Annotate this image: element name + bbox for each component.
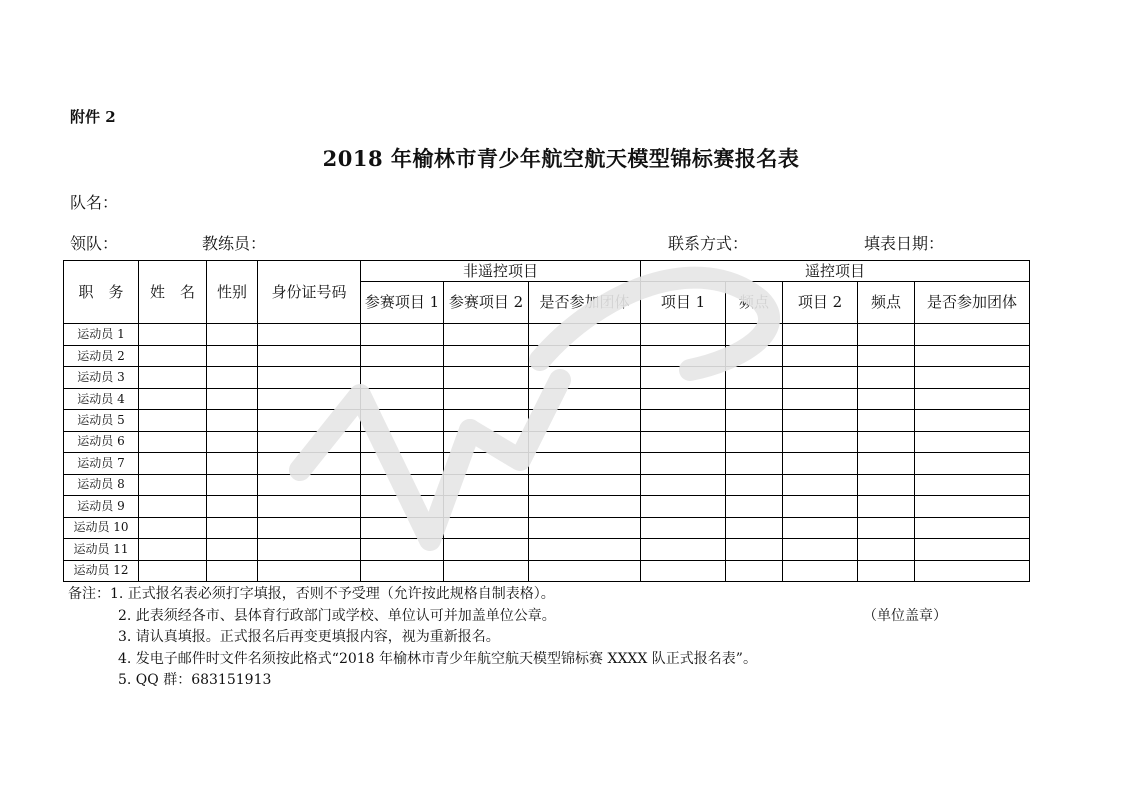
- table-cell[interactable]: [783, 431, 858, 452]
- table-cell[interactable]: [726, 517, 783, 538]
- page-title: 2018 年榆林市青少年航空航天模型锦标赛报名表: [322, 146, 800, 171]
- header-team-join-remote: 是否参加团体: [915, 282, 1030, 324]
- table-cell[interactable]: [207, 496, 258, 517]
- table-cell[interactable]: [915, 367, 1030, 388]
- table-cell[interactable]: [915, 453, 1030, 474]
- table-cell[interactable]: [444, 560, 529, 581]
- header-remote-item-2: 项目 2: [783, 282, 858, 324]
- table-cell[interactable]: [641, 560, 726, 581]
- table-cell[interactable]: [207, 474, 258, 495]
- table-cell[interactable]: [915, 388, 1030, 409]
- table-cell[interactable]: [529, 474, 641, 495]
- table-cell[interactable]: [529, 345, 641, 366]
- table-cell[interactable]: [139, 410, 207, 431]
- row-label: 运动员 9: [64, 496, 139, 517]
- registration-table: [63, 260, 1030, 582]
- row-label: 运动员 12: [64, 560, 139, 581]
- table-cell[interactable]: [361, 453, 444, 474]
- note-3: 3. 请认真填报。正式报名后再变更填报内容，视为重新报名。: [118, 629, 500, 645]
- table-cell[interactable]: [915, 496, 1030, 517]
- table-cell[interactable]: [529, 496, 641, 517]
- table-cell[interactable]: [858, 388, 915, 409]
- table-cell[interactable]: [361, 560, 444, 581]
- table-cell[interactable]: [361, 367, 444, 388]
- table-cell[interactable]: [726, 367, 783, 388]
- table-cell[interactable]: [641, 345, 726, 366]
- table-cell[interactable]: [361, 496, 444, 517]
- attachment-label: 附件 2: [70, 108, 116, 126]
- table-cell[interactable]: [529, 367, 641, 388]
- table-cell[interactable]: [858, 453, 915, 474]
- table-row: [64, 539, 1030, 560]
- table-cell[interactable]: [783, 453, 858, 474]
- table-cell[interactable]: [207, 388, 258, 409]
- table-cell[interactable]: [641, 388, 726, 409]
- table-cell[interactable]: [529, 431, 641, 452]
- table-cell[interactable]: [915, 410, 1030, 431]
- table-cell[interactable]: [444, 410, 529, 431]
- table-cell[interactable]: [726, 560, 783, 581]
- table-cell[interactable]: [258, 496, 361, 517]
- table-cell[interactable]: [361, 539, 444, 560]
- table-cell[interactable]: [858, 539, 915, 560]
- table-cell[interactable]: [858, 496, 915, 517]
- table-cell[interactable]: [915, 345, 1030, 366]
- table-cell[interactable]: [444, 367, 529, 388]
- table-cell[interactable]: [444, 539, 529, 560]
- table-cell[interactable]: [139, 539, 207, 560]
- table-row: [64, 345, 1030, 366]
- table-row: [64, 324, 1030, 345]
- table-cell[interactable]: [726, 539, 783, 560]
- leader-label: 领队：: [70, 234, 119, 253]
- row-label: 运动员 6: [64, 431, 139, 452]
- table-cell[interactable]: [726, 345, 783, 366]
- row-label: 运动员 8: [64, 474, 139, 495]
- table-cell[interactable]: [783, 410, 858, 431]
- table-cell[interactable]: [361, 474, 444, 495]
- row-label: 运动员 5: [64, 410, 139, 431]
- table-cell[interactable]: [529, 410, 641, 431]
- table-cell[interactable]: [258, 474, 361, 495]
- row-label: 运动员 10: [64, 517, 139, 538]
- table-row: [64, 453, 1030, 474]
- table-cell[interactable]: [915, 431, 1030, 452]
- note-1: 备注：1. 正式报名表必须打字填报，否则不予受理（允许按此规格自制表格）。: [68, 586, 555, 602]
- header-frequency-1: 频点: [726, 282, 783, 324]
- notes-section: [68, 584, 757, 692]
- row-label: 运动员 1: [64, 324, 139, 345]
- table-cell[interactable]: [139, 517, 207, 538]
- header-remote-item-1: 项目 1: [641, 282, 726, 324]
- table-cell[interactable]: [858, 560, 915, 581]
- header-event-1: 参赛项目 1: [361, 282, 444, 324]
- table-cell[interactable]: [207, 324, 258, 345]
- table-cell[interactable]: [207, 431, 258, 452]
- table-cell[interactable]: [207, 345, 258, 366]
- date-label: 填表日期：: [864, 234, 945, 253]
- table-cell[interactable]: [361, 324, 444, 345]
- table-cell[interactable]: [258, 431, 361, 452]
- table-cell[interactable]: [641, 539, 726, 560]
- table-cell[interactable]: [258, 410, 361, 431]
- header-nonremote-group: 非遥控项目: [361, 261, 641, 282]
- table-cell[interactable]: [207, 367, 258, 388]
- table-row: [64, 496, 1030, 517]
- table-cell[interactable]: [207, 517, 258, 538]
- header-frequency-2: 频点: [858, 282, 915, 324]
- table-row: [64, 474, 1030, 495]
- header-team-join-nonremote: 是否参加团体: [529, 282, 641, 324]
- table-cell[interactable]: [529, 388, 641, 409]
- table-cell[interactable]: [207, 539, 258, 560]
- table-cell[interactable]: [361, 345, 444, 366]
- table-cell[interactable]: [783, 496, 858, 517]
- table-cell[interactable]: [258, 453, 361, 474]
- table-row: [64, 367, 1030, 388]
- header-row-1: [64, 261, 1030, 282]
- table-row: [64, 517, 1030, 538]
- table-cell[interactable]: [258, 367, 361, 388]
- table-cell[interactable]: [444, 324, 529, 345]
- table-cell[interactable]: [258, 517, 361, 538]
- row-label: 运动员 7: [64, 453, 139, 474]
- table-cell[interactable]: [641, 324, 726, 345]
- table-cell[interactable]: [641, 496, 726, 517]
- table-cell[interactable]: [361, 388, 444, 409]
- table-cell[interactable]: [783, 367, 858, 388]
- row-label: 运动员 3: [64, 367, 139, 388]
- table-cell[interactable]: [444, 517, 529, 538]
- table-cell[interactable]: [529, 560, 641, 581]
- table-cell[interactable]: [207, 410, 258, 431]
- note-2: 2. 此表须经各市、县体育行政部门或学校、单位认可并加盖单位公章。: [118, 607, 556, 624]
- header-remote-group: 遥控项目: [641, 261, 1030, 282]
- contact-label: 联系方式：: [668, 234, 749, 253]
- table-cell[interactable]: [641, 453, 726, 474]
- table-cell[interactable]: [139, 324, 207, 345]
- table-cell[interactable]: [139, 453, 207, 474]
- table-row: [64, 431, 1030, 452]
- table-cell[interactable]: [783, 388, 858, 409]
- table-cell[interactable]: [783, 560, 858, 581]
- table-cell[interactable]: [258, 539, 361, 560]
- row-label: 运动员 11: [64, 539, 139, 560]
- table-cell[interactable]: [726, 496, 783, 517]
- table-cell[interactable]: [529, 539, 641, 560]
- table-row: [64, 560, 1030, 581]
- table-cell[interactable]: [139, 367, 207, 388]
- table-cell[interactable]: [783, 345, 858, 366]
- table-cell[interactable]: [444, 474, 529, 495]
- table-cell[interactable]: [258, 388, 361, 409]
- table-cell[interactable]: [529, 453, 641, 474]
- table-cell[interactable]: [361, 410, 444, 431]
- table-cell[interactable]: [444, 345, 529, 366]
- table-cell[interactable]: [529, 517, 641, 538]
- table-cell[interactable]: [258, 324, 361, 345]
- table-cell[interactable]: [726, 410, 783, 431]
- header-gender: 性别: [207, 261, 258, 324]
- table-cell[interactable]: [858, 410, 915, 431]
- table-cell[interactable]: [858, 474, 915, 495]
- table-row: [64, 388, 1030, 409]
- table-cell[interactable]: [258, 560, 361, 581]
- table-cell[interactable]: [783, 517, 858, 538]
- table-row: [64, 410, 1030, 431]
- table-cell[interactable]: [139, 560, 207, 581]
- table-cell[interactable]: [858, 517, 915, 538]
- note-4: 4. 发电子邮件时文件名须按此格式“2018 年榆林市青少年航空航天模型锦标赛 XXXX 队正式报名表”。: [118, 650, 757, 667]
- header-role: 职 务: [64, 261, 139, 324]
- table-cell[interactable]: [529, 324, 641, 345]
- table-cell[interactable]: [858, 367, 915, 388]
- unit-stamp-label: （单位盖章）: [863, 608, 947, 624]
- table-cell[interactable]: [641, 431, 726, 452]
- table-cell[interactable]: [641, 410, 726, 431]
- table-cell[interactable]: [139, 388, 207, 409]
- table-cell[interactable]: [258, 345, 361, 366]
- table-cell[interactable]: [726, 388, 783, 409]
- table-cell[interactable]: [783, 539, 858, 560]
- table-cell[interactable]: [915, 560, 1030, 581]
- table-cell[interactable]: [139, 496, 207, 517]
- table-cell[interactable]: [444, 496, 529, 517]
- table-cell[interactable]: [139, 345, 207, 366]
- table-cell[interactable]: [915, 539, 1030, 560]
- table-cell[interactable]: [783, 474, 858, 495]
- table-cell[interactable]: [444, 388, 529, 409]
- table-cell[interactable]: [207, 560, 258, 581]
- table-cell[interactable]: [207, 453, 258, 474]
- table-cell[interactable]: [726, 453, 783, 474]
- table-cell[interactable]: [915, 324, 1030, 345]
- coach-label: 教练员：: [202, 234, 267, 253]
- table-cell[interactable]: [139, 474, 207, 495]
- table-cell[interactable]: [915, 517, 1030, 538]
- table-cell[interactable]: [858, 345, 915, 366]
- table-cell[interactable]: [783, 324, 858, 345]
- table-cell[interactable]: [726, 431, 783, 452]
- header-event-2: 参赛项目 2: [444, 282, 529, 324]
- header-name: 姓 名: [139, 261, 207, 324]
- table-cell[interactable]: [361, 431, 444, 452]
- table-cell[interactable]: [444, 453, 529, 474]
- table-cell[interactable]: [858, 324, 915, 345]
- table-cell[interactable]: [858, 431, 915, 452]
- table-cell[interactable]: [726, 474, 783, 495]
- table-cell[interactable]: [726, 324, 783, 345]
- table-cell[interactable]: [139, 431, 207, 452]
- table-cell[interactable]: [641, 367, 726, 388]
- table-cell[interactable]: [444, 431, 529, 452]
- note-5: 5. QQ 群：683151913: [118, 672, 272, 688]
- row-label: 运动员 2: [64, 345, 139, 366]
- table-cell[interactable]: [641, 517, 726, 538]
- table-cell[interactable]: [361, 517, 444, 538]
- header-id-number: 身份证号码: [258, 261, 361, 324]
- team-name-label: 队名：: [70, 193, 119, 212]
- table-cell[interactable]: [641, 474, 726, 495]
- row-label: 运动员 4: [64, 388, 139, 409]
- table-cell[interactable]: [915, 474, 1030, 495]
